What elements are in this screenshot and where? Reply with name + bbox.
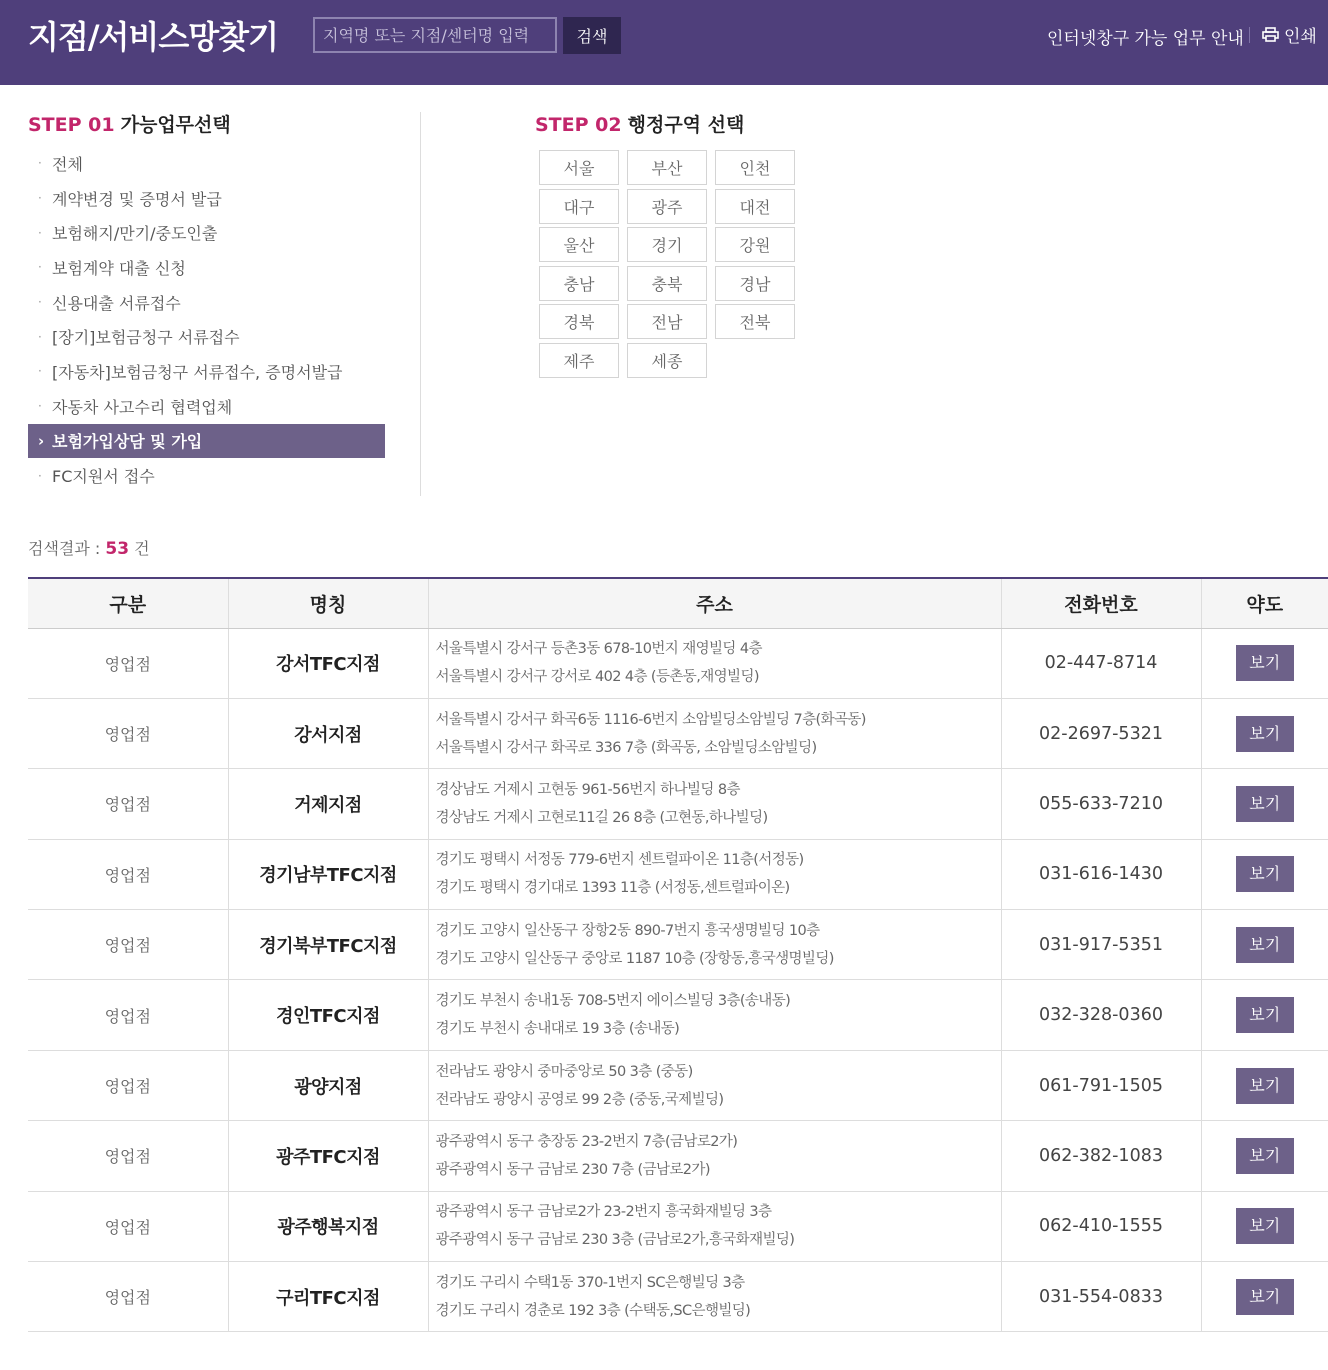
header-name: 명칭 [228, 578, 428, 628]
branch-phone: 02-447-8714 [1001, 628, 1201, 698]
branch-name: 광주행복지점 [228, 1191, 428, 1261]
address-lot: 경기도 부천시 송내1동 708-5번지 에이스빌딩 3층(송내동) [435, 993, 791, 1010]
region-button[interactable]: 경북 [539, 304, 619, 339]
branch-address [428, 910, 1001, 980]
map-cell [1201, 1262, 1328, 1332]
view-map-button[interactable]: 보기 [1236, 856, 1294, 892]
bullet-icon: · [38, 260, 42, 275]
map-cell [1201, 1191, 1328, 1261]
address-lot: 서울특별시 강서구 화곡6동 1116-6번지 소암빌딩소암빌딩 7층(화곡동) [435, 711, 866, 728]
search-button[interactable]: 검색 [563, 17, 621, 54]
branch-phone: 031-917-5351 [1001, 910, 1201, 980]
branch-type: 영업점 [28, 910, 228, 980]
view-map-button[interactable]: 보기 [1236, 1138, 1294, 1174]
bullet-icon: · [38, 399, 42, 414]
header-phone: 전화번호 [1001, 578, 1201, 628]
bullet-icon: · [38, 295, 42, 310]
task-item-label: FC지원서 접수 [52, 467, 155, 487]
task-item-label: 자동차 사고수리 협력업체 [52, 397, 233, 417]
header-type: 구분 [28, 578, 228, 628]
branch-address [428, 769, 1001, 839]
branch-address [428, 1262, 1001, 1332]
bullet-icon: · [38, 364, 42, 379]
header-address: 주소 [428, 578, 1001, 628]
branch-address [428, 1121, 1001, 1191]
task-item[interactable] [28, 389, 385, 424]
region-button[interactable]: 충북 [627, 266, 707, 301]
step2-heading: 행정구역 선택 [627, 114, 745, 136]
region-button[interactable]: 부산 [627, 150, 707, 185]
chevron-right-icon: › [38, 431, 45, 450]
table-header-row [28, 578, 1328, 628]
search-input[interactable] [313, 17, 557, 53]
task-item[interactable] [28, 215, 385, 250]
task-item[interactable] [28, 285, 385, 320]
region-button[interactable]: 울산 [539, 227, 619, 262]
view-map-button[interactable]: 보기 [1236, 1208, 1294, 1244]
branch-phone: 055-633-7210 [1001, 769, 1201, 839]
address-lot: 전라남도 광양시 중마중앙로 50 3층 (중동) [435, 1063, 693, 1080]
branch-type: 영업점 [28, 1191, 228, 1261]
print-label: 인쇄 [1284, 27, 1317, 47]
address-lot: 경기도 고양시 일산동구 장항2동 890-7번지 흥국생명빌딩 10층 [435, 922, 820, 939]
address-lot: 경기도 평택시 서정동 779-6번지 센트럴파이온 11층(서정동) [435, 852, 804, 869]
task-item[interactable] [28, 181, 385, 216]
table-row [28, 839, 1328, 909]
address-road: 광주광역시 동구 금남로 230 7층 (금남로2가) [435, 1161, 710, 1178]
branch-name: 광양지점 [228, 1050, 428, 1120]
address-lot: 경상남도 거제시 고현동 961-56번지 하나빌딩 8층 [435, 781, 740, 798]
view-map-button[interactable]: 보기 [1236, 1068, 1294, 1104]
map-cell [1201, 1121, 1328, 1191]
result-count-value: 53 [105, 539, 130, 559]
address-lot: 서울특별시 강서구 등촌3동 678-10번지 재영빌딩 4층 [435, 641, 762, 658]
header-divider [1249, 27, 1250, 43]
search-result-count [28, 536, 150, 559]
bullet-icon: · [38, 191, 42, 206]
branch-name: 경기남부TFC지점 [228, 839, 428, 909]
branch-name: 강서TFC지점 [228, 628, 428, 698]
printer-icon [1262, 27, 1279, 42]
address-road: 경기도 평택시 경기대로 1393 11층 (서정동,센트럴파이온) [435, 880, 790, 897]
result-unit: 건 [129, 539, 150, 558]
branch-type: 영업점 [28, 1050, 228, 1120]
task-item[interactable] [28, 319, 385, 354]
region-button[interactable]: 대전 [715, 189, 795, 224]
task-item-label: 계약변경 및 증명서 발급 [52, 189, 222, 209]
view-map-button[interactable]: 보기 [1236, 645, 1294, 681]
bullet-icon: · [38, 468, 42, 483]
address-road: 서울특별시 강서구 화곡로 336 7층 (화곡동, 소암빌딩소암빌딩) [435, 739, 817, 756]
print-button[interactable] [1262, 22, 1317, 47]
address-road: 전라남도 광양시 공영로 99 2층 (중동,국제빌딩) [435, 1091, 724, 1108]
task-item-label: [자동차]보험금청구 서류접수, 증명서발급 [52, 362, 343, 382]
task-item[interactable] [28, 354, 385, 389]
table-row [28, 698, 1328, 768]
table-row [28, 1050, 1328, 1120]
table-row [28, 980, 1328, 1050]
panel-divider [420, 112, 421, 496]
address-lot: 경기도 구리시 수택1동 370-1번지 SC은행빌딩 3층 [435, 1274, 745, 1291]
branch-address [428, 628, 1001, 698]
task-item[interactable] [28, 146, 385, 181]
region-button[interactable]: 강원 [715, 227, 795, 262]
branch-type: 영업점 [28, 839, 228, 909]
region-button[interactable]: 경남 [715, 266, 795, 301]
region-button[interactable]: 세종 [627, 343, 707, 378]
branch-phone: 031-616-1430 [1001, 839, 1201, 909]
address-road: 광주광역시 동구 금남로 230 3층 (금남로2가,흥국화재빌딩) [435, 1232, 795, 1249]
region-button[interactable]: 서울 [539, 150, 619, 185]
branch-name: 광주TFC지점 [228, 1121, 428, 1191]
step2-title [535, 110, 744, 137]
branch-type: 영업점 [28, 980, 228, 1050]
task-item-label: [장기]보험금청구 서류접수 [52, 328, 240, 348]
task-list [28, 146, 385, 493]
region-button[interactable]: 제주 [539, 343, 619, 378]
address-lot: 광주광역시 동구 충장동 23-2번지 7층(금남로2가) [435, 1133, 738, 1150]
bullet-icon: · [38, 329, 42, 344]
task-item-label: 보험계약 대출 신청 [52, 258, 186, 278]
region-button[interactable]: 인천 [715, 150, 795, 185]
step1-title [28, 110, 408, 137]
table-row [28, 628, 1328, 698]
branch-name: 경기북부TFC지점 [228, 910, 428, 980]
branch-type: 영업점 [28, 698, 228, 768]
map-cell [1201, 698, 1328, 768]
branch-type: 영업점 [28, 769, 228, 839]
region-button[interactable]: 충남 [539, 266, 619, 301]
task-item-label: 신용대출 서류접수 [52, 293, 181, 313]
branch-type: 영업점 [28, 628, 228, 698]
task-item-label: 보험가입상담 및 가입 [52, 432, 203, 452]
map-cell [1201, 839, 1328, 909]
task-item[interactable] [28, 458, 385, 493]
view-map-button[interactable]: 보기 [1236, 997, 1294, 1033]
table-row [28, 1262, 1328, 1332]
internet-service-guide-link[interactable]: 인터넷창구 가능 업무 안내 [1047, 29, 1244, 49]
table-row [28, 1191, 1328, 1261]
view-map-button[interactable]: 보기 [1236, 716, 1294, 752]
branch-address [428, 839, 1001, 909]
task-item-label: 전체 [52, 154, 83, 174]
region-button[interactable]: 경기 [627, 227, 707, 262]
address-lot: 광주광역시 동구 금남로2가 23-2번지 흥국화재빌딩 3층 [435, 1204, 772, 1221]
branch-name: 강서지점 [228, 698, 428, 768]
branch-phone: 062-410-1555 [1001, 1191, 1201, 1261]
task-item[interactable] [28, 250, 385, 285]
view-map-button[interactable]: 보기 [1236, 927, 1294, 963]
bullet-icon: · [38, 225, 42, 240]
address-road: 경상남도 거제시 고현로11길 26 8층 (고현동,하나빌딩) [435, 809, 768, 826]
branch-table [28, 577, 1328, 1332]
page-title: 지점/서비스망찾기 [28, 18, 278, 56]
address-road: 경기도 구리시 경춘로 192 3층 (수택동,SC은행빌딩) [435, 1302, 751, 1319]
map-cell [1201, 980, 1328, 1050]
view-map-button[interactable]: 보기 [1236, 1279, 1294, 1315]
step1-label: STEP 01 [28, 114, 115, 136]
branch-phone: 031-554-0833 [1001, 1262, 1201, 1332]
branch-address [428, 980, 1001, 1050]
branch-address [428, 698, 1001, 768]
branch-type: 영업점 [28, 1262, 228, 1332]
step2-region-panel [535, 110, 771, 371]
step2-label: STEP 02 [535, 114, 622, 136]
branch-phone: 061-791-1505 [1001, 1050, 1201, 1120]
table-row [28, 769, 1328, 839]
view-map-button[interactable]: 보기 [1236, 786, 1294, 822]
table-row [28, 910, 1328, 980]
task-item[interactable] [28, 424, 385, 459]
branch-phone: 02-2697-5321 [1001, 698, 1201, 768]
step1-heading: 가능업무선택 [120, 114, 231, 136]
task-item-label: 보험해지/만기/중도인출 [52, 224, 218, 244]
branch-phone: 032-328-0360 [1001, 980, 1201, 1050]
branch-name: 구리TFC지점 [228, 1262, 428, 1332]
page-header [0, 0, 1328, 85]
region-button[interactable]: 광주 [627, 189, 707, 224]
branch-name: 경인TFC지점 [228, 980, 428, 1050]
region-button[interactable]: 전북 [715, 304, 795, 339]
address-road: 서울특별시 강서구 강서로 402 4층 (등촌동,재영빌딩) [435, 669, 759, 686]
bullet-icon: · [38, 156, 42, 171]
map-cell [1201, 628, 1328, 698]
region-button[interactable]: 전남 [627, 304, 707, 339]
table-row [28, 1121, 1328, 1191]
branch-phone: 062-382-1083 [1001, 1121, 1201, 1191]
branch-name: 거제지점 [228, 769, 428, 839]
branch-address [428, 1191, 1001, 1261]
branch-address [428, 1050, 1001, 1120]
step1-task-panel [28, 110, 408, 487]
result-label: 검색결과 : [28, 539, 106, 558]
map-cell [1201, 769, 1328, 839]
region-button[interactable]: 대구 [539, 189, 619, 224]
map-cell [1201, 910, 1328, 980]
map-cell [1201, 1050, 1328, 1120]
address-road: 경기도 부천시 송내대로 19 3층 (송내동) [435, 1021, 680, 1038]
header-map: 약도 [1201, 578, 1328, 628]
branch-type: 영업점 [28, 1121, 228, 1191]
address-road: 경기도 고양시 일산동구 중앙로 1187 10층 (장항동,흥국생명빌딩) [435, 950, 834, 967]
